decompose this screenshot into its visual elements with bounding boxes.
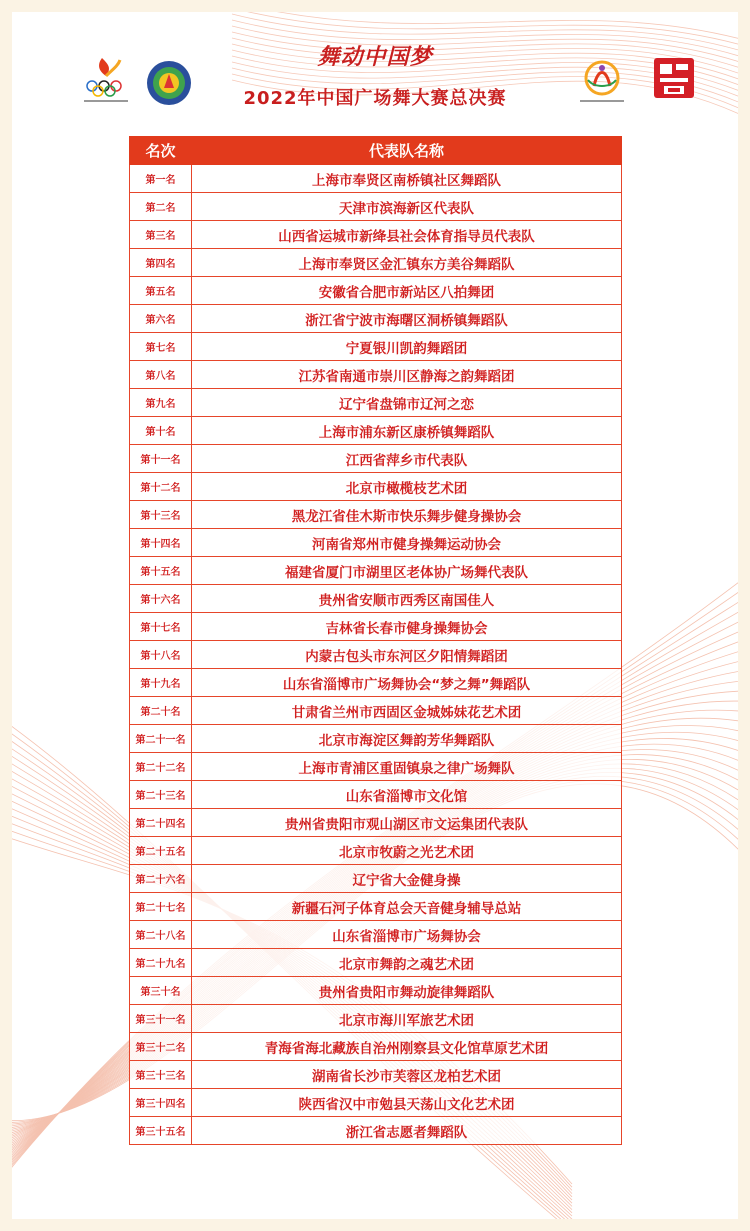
team-name-cell: 甘肃省兰州市西固区金城姊妹花艺术团: [192, 697, 622, 725]
rank-cell: 第三十一名: [130, 1005, 192, 1033]
rank-cell: 第十九名: [130, 669, 192, 697]
table-row: [130, 557, 622, 585]
rank-cell: 第三十四名: [130, 1089, 192, 1117]
table-row: [130, 809, 622, 837]
table-row: [130, 585, 622, 613]
table-row: [130, 417, 622, 445]
rank-cell: 第三名: [130, 221, 192, 249]
team-name-cell: 天津市滨海新区代表队: [192, 193, 622, 221]
table-row: [130, 193, 622, 221]
rank-cell: 第六名: [130, 305, 192, 333]
table-row: [130, 1061, 622, 1089]
table-row: [130, 277, 622, 305]
table-row: [130, 249, 622, 277]
team-name-cell: 辽宁省盘锦市辽河之恋: [192, 389, 622, 417]
table-row: [130, 361, 622, 389]
team-name-cell: 吉林省长春市健身操舞协会: [192, 613, 622, 641]
header: [12, 12, 738, 122]
table-row: [130, 725, 622, 753]
rank-cell: 第十名: [130, 417, 192, 445]
team-name-cell: 北京市海川军旅艺术团: [192, 1005, 622, 1033]
team-name-cell: 北京市舞韵之魂艺术团: [192, 949, 622, 977]
rank-cell: 第十四名: [130, 529, 192, 557]
rank-cell: 第四名: [130, 249, 192, 277]
table-row: [130, 389, 622, 417]
table-row: [130, 473, 622, 501]
team-name-cell: 浙江省志愿者舞蹈队: [192, 1117, 622, 1145]
table-row: [130, 445, 622, 473]
team-name-cell: 贵州省贵阳市舞动旋律舞蹈队: [192, 977, 622, 1005]
team-name-cell: 上海市奉贤区南桥镇社区舞蹈队: [192, 165, 622, 193]
team-name-cell: 山东省淄博市广场舞协会“梦之舞”舞蹈队: [192, 669, 622, 697]
rank-cell: 第十二名: [130, 473, 192, 501]
event-slogan: 舞动中国梦: [317, 44, 433, 70]
table-body: [130, 165, 622, 1145]
table-row: [130, 837, 622, 865]
rank-cell: 第八名: [130, 361, 192, 389]
table-row: [130, 669, 622, 697]
table-row: [130, 501, 622, 529]
team-name-cell: 江西省萍乡市代表队: [192, 445, 622, 473]
table-row: [130, 305, 622, 333]
rank-cell: 第九名: [130, 389, 192, 417]
rank-cell: 第二十三名: [130, 781, 192, 809]
rank-cell: 第二十二名: [130, 753, 192, 781]
rank-cell: 第十八名: [130, 641, 192, 669]
team-name-cell: 内蒙古包头市东河区夕阳情舞蹈团: [192, 641, 622, 669]
team-name-cell: 贵州省贵阳市观山湖区市文运集团代表队: [192, 809, 622, 837]
team-name-cell: 北京市海淀区舞韵芳华舞蹈队: [192, 725, 622, 753]
rank-cell: 第二十七名: [130, 893, 192, 921]
team-name-cell: 上海市浦东新区康桥镇舞蹈队: [192, 417, 622, 445]
rank-cell: 第一名: [130, 165, 192, 193]
rank-cell: 第三十三名: [130, 1061, 192, 1089]
table-row: [130, 697, 622, 725]
column-header-rank: 名次: [130, 137, 192, 165]
table-row: [130, 529, 622, 557]
rank-cell: 第三十五名: [130, 1117, 192, 1145]
team-name-cell: 江苏省南通市崇川区静海之韵舞蹈团: [192, 361, 622, 389]
table-row: [130, 781, 622, 809]
team-name-cell: 湖南省长沙市芙蓉区龙柏艺术团: [192, 1061, 622, 1089]
page-title: 2022年中国广场舞大赛总决赛: [243, 88, 507, 109]
table-row: [130, 865, 622, 893]
rank-cell: 第二十名: [130, 697, 192, 725]
team-name-cell: 上海市青浦区重固镇泉之律广场舞队: [192, 753, 622, 781]
red-seal-logo: [652, 56, 696, 100]
rank-cell: 第三十二名: [130, 1033, 192, 1061]
team-name-cell: 山西省运城市新绛县社会体育指导员代表队: [192, 221, 622, 249]
table-row: [130, 165, 622, 193]
square-dance-logo: [574, 58, 630, 106]
team-name-cell: 贵州省安顺市西秀区南国佳人: [192, 585, 622, 613]
rank-cell: 第十七名: [130, 613, 192, 641]
rank-cell: 第二十九名: [130, 949, 192, 977]
team-name-cell: 新疆石河子体育总会天音健身辅导总站: [192, 893, 622, 921]
team-name-cell: 浙江省宁波市海曙区洞桥镇舞蹈队: [192, 305, 622, 333]
rank-cell: 第二十六名: [130, 865, 192, 893]
team-name-cell: 黑龙江省佳木斯市快乐舞步健身操协会: [192, 501, 622, 529]
rank-cell: 第十五名: [130, 557, 192, 585]
team-name-cell: 福建省厦门市湖里区老体协广场舞代表队: [192, 557, 622, 585]
table-row: [130, 641, 622, 669]
team-name-cell: 陕西省汉中市勉县天荡山文化艺术团: [192, 1089, 622, 1117]
team-name-cell: 北京市牧蔚之光艺术团: [192, 837, 622, 865]
rank-cell: 第三十名: [130, 977, 192, 1005]
team-name-cell: 安徽省合肥市新站区八拍舞团: [192, 277, 622, 305]
team-name-cell: 山东省淄博市广场舞协会: [192, 921, 622, 949]
team-name-cell: 河南省郑州市健身操舞运动协会: [192, 529, 622, 557]
rank-cell: 第十三名: [130, 501, 192, 529]
table-row: [130, 221, 622, 249]
table-row: [130, 1033, 622, 1061]
table-row: [130, 1005, 622, 1033]
table-row: [130, 921, 622, 949]
table-row: [130, 893, 622, 921]
rank-cell: 第二十五名: [130, 837, 192, 865]
team-name-cell: 北京市橄榄枝艺术团: [192, 473, 622, 501]
team-name-cell: 山东省淄博市文化馆: [192, 781, 622, 809]
table-row: [130, 753, 622, 781]
team-name-cell: 上海市奉贤区金汇镇东方美谷舞蹈队: [192, 249, 622, 277]
rank-cell: 第五名: [130, 277, 192, 305]
rank-cell: 第七名: [130, 333, 192, 361]
team-name-cell: 辽宁省大金健身操: [192, 865, 622, 893]
table-row: [130, 1089, 622, 1117]
table-row: [130, 977, 622, 1005]
results-table: [129, 136, 622, 1145]
poster-frame: [12, 12, 738, 1219]
rank-cell: 第二十四名: [130, 809, 192, 837]
rank-cell: 第十一名: [130, 445, 192, 473]
team-name-cell: 青海省海北藏族自治州刚察县文化馆草原艺术团: [192, 1033, 622, 1061]
rank-cell: 第二十一名: [130, 725, 192, 753]
rank-cell: 第二名: [130, 193, 192, 221]
rank-cell: 第二十八名: [130, 921, 192, 949]
column-header-team: 代表队名称: [192, 137, 622, 165]
team-name-cell: 宁夏银川凯韵舞蹈团: [192, 333, 622, 361]
table-row: [130, 613, 622, 641]
table-row: [130, 333, 622, 361]
table-header-row: [130, 137, 622, 165]
rank-cell: 第十六名: [130, 585, 192, 613]
table-row: [130, 1117, 622, 1145]
table-row: [130, 949, 622, 977]
results-table-container: [129, 136, 621, 1145]
